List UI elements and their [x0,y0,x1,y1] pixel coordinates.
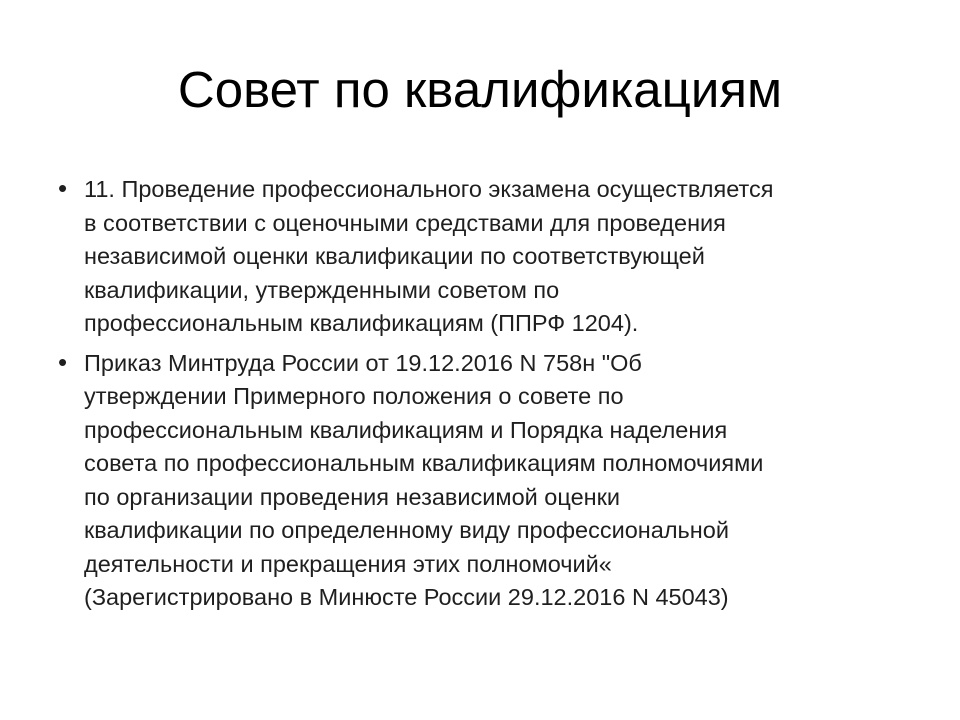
bullet-line: в соответствии с оценочными средствами для проведения [84,209,726,236]
bullet-line: совета по профессиональным квалификациям полномочиями [84,450,764,476]
bullet-list [58,173,918,621]
bullet-line: (Зарегистрировано в Минюсте России 29.12.2016 N 45043) [84,584,729,610]
bullet-line: 11. Проведение профессионального экзамена осуществляется [84,176,774,202]
slide-title: Совет по квалификациям [177,61,783,118]
bullet-line: по организации проведения независимой оценки [84,483,621,510]
bullet-line: утверждении Примерного положения о совете по [84,383,624,409]
bullet-line: независимой оценки квалификации по соответствующей [84,243,705,269]
bullet-item-1 [58,173,918,341]
bullet-line: квалификации, утвержденными советом по [84,276,560,303]
bullet-line: квалификации по определенному виду профессиональной [84,517,729,543]
bullet-line: профессиональным квалификациям (ППРФ 1204). [84,310,639,336]
bullet-line: деятельности и прекращения этих полномочий« [84,550,612,577]
bullet-line: Приказ Минтруда России от 19.12.2016 N 758н "Об [84,349,642,376]
bullet-marker: • [58,173,68,203]
bullet-item-2 [58,347,918,615]
bullet-line: профессиональным квалификациям и Порядка наделения [84,416,728,443]
bullet-marker: • [58,346,68,377]
